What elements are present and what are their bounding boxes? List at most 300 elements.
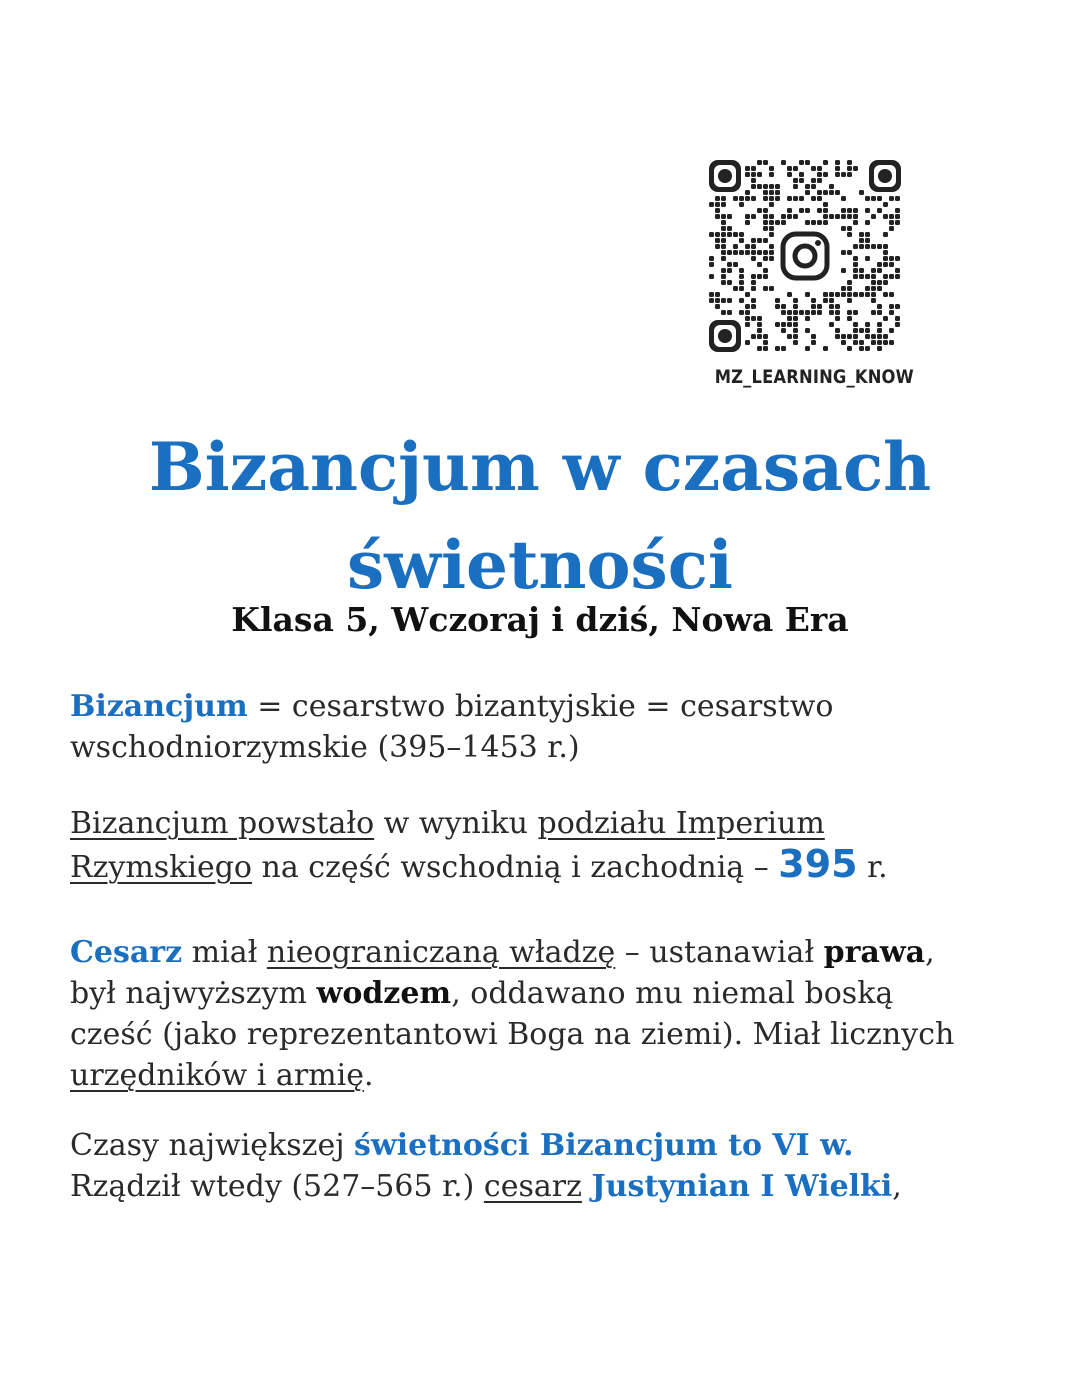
qr-module bbox=[769, 232, 774, 237]
qr-module bbox=[853, 208, 858, 213]
qr-module bbox=[841, 250, 846, 255]
qr-module bbox=[883, 232, 888, 237]
qr-module bbox=[745, 244, 750, 249]
qr-module bbox=[793, 310, 798, 315]
text: , bbox=[925, 935, 935, 970]
qr-module bbox=[823, 190, 828, 195]
qr-finder-bottom-left-icon bbox=[709, 320, 741, 352]
qr-module bbox=[733, 232, 738, 237]
qr-module bbox=[853, 340, 858, 345]
qr-module bbox=[859, 238, 864, 243]
qr-module bbox=[841, 286, 846, 291]
qr-module bbox=[757, 262, 762, 267]
qr-module bbox=[823, 346, 828, 351]
qr-module bbox=[853, 220, 858, 225]
qr-module bbox=[811, 310, 816, 315]
qr-module bbox=[751, 250, 756, 255]
qr-module bbox=[727, 214, 732, 219]
qr-module bbox=[805, 208, 810, 213]
qr-module bbox=[799, 196, 804, 201]
qr-module bbox=[727, 310, 732, 315]
qr-module bbox=[841, 172, 846, 177]
qr-module bbox=[883, 250, 888, 255]
qr-module bbox=[841, 334, 846, 339]
qr-module bbox=[865, 238, 870, 243]
qr-module bbox=[721, 256, 726, 261]
qr-module bbox=[859, 328, 864, 333]
qr-module bbox=[865, 274, 870, 279]
qr-module bbox=[721, 250, 726, 255]
qr-module bbox=[757, 184, 762, 189]
qr-module bbox=[769, 202, 774, 207]
qr-module bbox=[799, 310, 804, 315]
qr-module bbox=[715, 232, 720, 237]
qr-module bbox=[811, 184, 816, 189]
qr-module bbox=[889, 304, 894, 309]
qr-module bbox=[889, 310, 894, 315]
qr-module bbox=[811, 298, 816, 303]
qr-module bbox=[877, 196, 882, 201]
qr-module bbox=[889, 292, 894, 297]
qr-module bbox=[805, 310, 810, 315]
qr-module bbox=[745, 340, 750, 345]
qr-module bbox=[769, 286, 774, 291]
text: Rządził wtedy (527–565 r.) bbox=[70, 1169, 484, 1204]
qr-module bbox=[859, 346, 864, 351]
qr-module bbox=[751, 316, 756, 321]
qr-module bbox=[739, 310, 744, 315]
qr-module bbox=[823, 172, 828, 177]
qr-module bbox=[889, 226, 894, 231]
qr-module bbox=[787, 172, 792, 177]
underlined-text: Bizancjum powstało bbox=[70, 806, 375, 841]
qr-module bbox=[787, 208, 792, 213]
qr-module bbox=[853, 262, 858, 267]
qr-module bbox=[715, 304, 720, 309]
qr-module bbox=[757, 208, 762, 213]
qr-module bbox=[721, 280, 726, 285]
qr-module bbox=[829, 184, 834, 189]
page-subtitle: Klasa 5, Wczoraj i dziś, Nowa Era bbox=[231, 600, 849, 639]
underlined-text: Rzymskiego bbox=[70, 850, 252, 885]
qr-module bbox=[787, 292, 792, 297]
qr-module bbox=[835, 166, 840, 171]
qr-module bbox=[769, 250, 774, 255]
qr-module bbox=[895, 214, 900, 219]
qr-module bbox=[763, 190, 768, 195]
qr-module bbox=[727, 250, 732, 255]
qr-module bbox=[823, 220, 828, 225]
qr-module bbox=[823, 214, 828, 219]
qr-module bbox=[757, 334, 762, 339]
qr-module bbox=[895, 208, 900, 213]
qr-module bbox=[721, 232, 726, 237]
qr-module bbox=[877, 340, 882, 345]
qr-module bbox=[883, 244, 888, 249]
qr-module bbox=[733, 250, 738, 255]
bold-text: wodzem bbox=[316, 976, 452, 1011]
text: Czasy największej bbox=[70, 1128, 355, 1163]
qr-module bbox=[745, 166, 750, 171]
qr-module bbox=[853, 166, 858, 171]
qr-module bbox=[751, 238, 756, 243]
qr-module bbox=[775, 196, 780, 201]
text: cześć (jako reprezentantowi Boga na ziemi). Miał licznych bbox=[70, 1017, 955, 1052]
qr-module bbox=[871, 310, 876, 315]
text: miał bbox=[182, 935, 267, 970]
qr-module bbox=[853, 328, 858, 333]
qr-module bbox=[883, 214, 888, 219]
qr-module bbox=[871, 280, 876, 285]
qr-module bbox=[823, 160, 828, 165]
qr-module bbox=[709, 298, 714, 303]
qr-module bbox=[823, 292, 828, 297]
qr-module bbox=[889, 262, 894, 267]
qr-module bbox=[817, 166, 822, 171]
qr-module bbox=[757, 322, 762, 327]
qr-module bbox=[721, 268, 726, 273]
qr-module bbox=[877, 334, 882, 339]
qr-module bbox=[799, 172, 804, 177]
qr-module bbox=[757, 172, 762, 177]
qr-module bbox=[787, 334, 792, 339]
qr-module bbox=[721, 238, 726, 243]
qr-module bbox=[739, 268, 744, 273]
qr-module bbox=[757, 160, 762, 165]
qr-module bbox=[727, 280, 732, 285]
qr-module bbox=[865, 232, 870, 237]
qr-module bbox=[835, 160, 840, 165]
text: = cesarstwo bizantyjskie = cesarstwo bbox=[247, 689, 834, 724]
qr-module bbox=[847, 160, 852, 165]
qr-module bbox=[865, 244, 870, 249]
qr-module bbox=[877, 328, 882, 333]
qr-module bbox=[841, 214, 846, 219]
qr-module bbox=[793, 298, 798, 303]
qr-module bbox=[835, 304, 840, 309]
qr-module bbox=[745, 310, 750, 315]
paragraph-golden-age bbox=[70, 1125, 1015, 1207]
qr-module bbox=[751, 256, 756, 261]
qr-module bbox=[787, 322, 792, 327]
qr-module bbox=[895, 256, 900, 261]
qr-module bbox=[883, 334, 888, 339]
qr-module bbox=[865, 322, 870, 327]
qr-module bbox=[721, 226, 726, 231]
qr-module bbox=[871, 298, 876, 303]
qr-module bbox=[757, 274, 762, 279]
qr-module bbox=[805, 220, 810, 225]
qr-module bbox=[775, 184, 780, 189]
qr-module bbox=[769, 190, 774, 195]
qr-module bbox=[817, 208, 822, 213]
underlined-text: cesarz bbox=[483, 1169, 582, 1204]
qr-module bbox=[865, 208, 870, 213]
qr-module bbox=[865, 256, 870, 261]
qr-module bbox=[847, 280, 852, 285]
qr-module bbox=[745, 304, 750, 309]
qr-module bbox=[853, 292, 858, 297]
qr-module bbox=[853, 256, 858, 261]
qr-module bbox=[751, 274, 756, 279]
qr-module bbox=[793, 196, 798, 201]
qr-module bbox=[817, 220, 822, 225]
qr-module bbox=[811, 304, 816, 309]
qr-module bbox=[793, 316, 798, 321]
qr-module bbox=[865, 220, 870, 225]
year-highlight: 395 bbox=[778, 842, 858, 886]
qr-module bbox=[751, 304, 756, 309]
qr-module bbox=[709, 274, 714, 279]
qr-module bbox=[751, 280, 756, 285]
text: , oddawano mu niemal boską bbox=[451, 976, 894, 1011]
qr-module bbox=[883, 340, 888, 345]
qr-module bbox=[823, 298, 828, 303]
qr-module bbox=[883, 262, 888, 267]
qr-module bbox=[805, 316, 810, 321]
underlined-text: urzędników i armię bbox=[70, 1058, 364, 1093]
qr-module bbox=[745, 172, 750, 177]
qr-module bbox=[751, 214, 756, 219]
qr-module bbox=[763, 208, 768, 213]
qr-module bbox=[709, 256, 714, 261]
qr-module bbox=[763, 274, 768, 279]
qr-module bbox=[811, 340, 816, 345]
qr-module bbox=[745, 250, 750, 255]
qr-module bbox=[841, 292, 846, 297]
qr-module bbox=[847, 250, 852, 255]
qr-module bbox=[763, 256, 768, 261]
qr-module bbox=[805, 328, 810, 333]
qr-module bbox=[805, 160, 810, 165]
qr-module bbox=[877, 286, 882, 291]
qr-module bbox=[895, 316, 900, 321]
qr-module bbox=[769, 166, 774, 171]
qr-module bbox=[781, 304, 786, 309]
qr-module bbox=[775, 298, 780, 303]
qr-module bbox=[721, 196, 726, 201]
qr-module bbox=[709, 292, 714, 297]
qr-module bbox=[787, 310, 792, 315]
qr-module bbox=[865, 334, 870, 339]
qr-module bbox=[799, 208, 804, 213]
text: , bbox=[892, 1169, 902, 1204]
qr-module bbox=[871, 340, 876, 345]
qr-module bbox=[721, 220, 726, 225]
qr-module bbox=[817, 310, 822, 315]
qr-module bbox=[847, 346, 852, 351]
qr-module bbox=[769, 214, 774, 219]
qr-module bbox=[793, 328, 798, 333]
qr-module bbox=[835, 328, 840, 333]
qr-module bbox=[871, 214, 876, 219]
qr-module bbox=[757, 328, 762, 333]
qr-module bbox=[853, 334, 858, 339]
qr-module bbox=[817, 196, 822, 201]
qr-module bbox=[895, 274, 900, 279]
qr-module bbox=[715, 196, 720, 201]
instagram-qr-block bbox=[700, 158, 914, 388]
qr-module bbox=[727, 232, 732, 237]
paragraph-emperor bbox=[70, 932, 1015, 1096]
qr-module bbox=[745, 220, 750, 225]
qr-finder-top-left-icon bbox=[709, 160, 741, 192]
qr-module bbox=[721, 214, 726, 219]
qr-module bbox=[817, 172, 822, 177]
qr-module bbox=[745, 190, 750, 195]
term-bizancjum: Bizancjum bbox=[70, 689, 248, 724]
qr-module bbox=[775, 304, 780, 309]
title-line-1: Bizancjum w czasach bbox=[148, 428, 932, 506]
qr-module bbox=[823, 208, 828, 213]
qr-module bbox=[859, 340, 864, 345]
qr-module bbox=[853, 244, 858, 249]
qr-module bbox=[751, 298, 756, 303]
instagram-handle: MZ_LEARNING_KNOW bbox=[714, 366, 914, 388]
qr-module bbox=[823, 202, 828, 207]
qr-module bbox=[775, 220, 780, 225]
qr-module bbox=[709, 262, 714, 267]
qr-module bbox=[793, 178, 798, 183]
qr-module bbox=[877, 310, 882, 315]
qr-module bbox=[763, 340, 768, 345]
qr-module bbox=[793, 340, 798, 345]
qr-finder-top-right-icon bbox=[869, 160, 901, 192]
qr-module bbox=[721, 244, 726, 249]
qr-module bbox=[787, 166, 792, 171]
qr-module bbox=[715, 238, 720, 243]
qr-module bbox=[775, 322, 780, 327]
text: wschodniorzymskie (395–1453 r.) bbox=[70, 730, 580, 765]
qr-module bbox=[739, 286, 744, 291]
qr-module bbox=[763, 184, 768, 189]
qr-module bbox=[757, 238, 762, 243]
qr-module bbox=[763, 160, 768, 165]
qr-module bbox=[847, 298, 852, 303]
qr-module bbox=[859, 292, 864, 297]
qr-module bbox=[871, 292, 876, 297]
qr-module bbox=[835, 214, 840, 219]
qr-module bbox=[835, 172, 840, 177]
qr-module bbox=[811, 334, 816, 339]
qr-module bbox=[745, 292, 750, 297]
qr-module bbox=[793, 214, 798, 219]
paragraph-definition bbox=[70, 686, 1015, 768]
qr-module bbox=[889, 220, 894, 225]
qr-module bbox=[721, 298, 726, 303]
qr-module bbox=[769, 172, 774, 177]
qr-module bbox=[781, 322, 786, 327]
text: był najwyższym bbox=[70, 976, 317, 1011]
qr-module bbox=[769, 184, 774, 189]
qr-module bbox=[781, 220, 786, 225]
qr-module bbox=[829, 190, 834, 195]
qr-module bbox=[781, 310, 786, 315]
qr-module bbox=[829, 292, 834, 297]
qr-module bbox=[745, 196, 750, 201]
qr-module bbox=[733, 262, 738, 267]
qr-module bbox=[841, 208, 846, 213]
qr-module bbox=[763, 214, 768, 219]
underlined-text: nieograniczaną władzę bbox=[266, 935, 616, 970]
qr-module bbox=[883, 274, 888, 279]
qr-module bbox=[847, 214, 852, 219]
qr-module bbox=[859, 190, 864, 195]
qr-module bbox=[739, 238, 744, 243]
instagram-qr-code-icon bbox=[707, 158, 903, 354]
qr-module bbox=[871, 274, 876, 279]
qr-module bbox=[859, 274, 864, 279]
qr-module bbox=[769, 226, 774, 231]
qr-module bbox=[853, 268, 858, 273]
qr-module bbox=[751, 286, 756, 291]
text: – ustanawiał bbox=[615, 935, 824, 970]
qr-module bbox=[739, 298, 744, 303]
qr-module bbox=[853, 214, 858, 219]
qr-module bbox=[889, 214, 894, 219]
qr-module bbox=[793, 166, 798, 171]
qr-module bbox=[829, 214, 834, 219]
qr-module bbox=[715, 214, 720, 219]
qr-module bbox=[787, 316, 792, 321]
qr-module bbox=[871, 196, 876, 201]
qr-module bbox=[721, 202, 726, 207]
qr-module bbox=[895, 304, 900, 309]
underlined-text: podziału Imperium bbox=[537, 806, 825, 841]
qr-module bbox=[739, 280, 744, 285]
qr-module bbox=[751, 334, 756, 339]
qr-module bbox=[895, 322, 900, 327]
qr-module bbox=[877, 280, 882, 285]
qr-module bbox=[889, 274, 894, 279]
qr-module bbox=[745, 322, 750, 327]
paragraph-origin bbox=[70, 803, 1015, 888]
qr-module bbox=[805, 292, 810, 297]
page-title bbox=[0, 418, 1080, 614]
qr-module bbox=[841, 196, 846, 201]
qr-module bbox=[847, 172, 852, 177]
qr-module bbox=[757, 250, 762, 255]
qr-module bbox=[865, 328, 870, 333]
qr-module bbox=[739, 274, 744, 279]
instagram-logo-icon bbox=[777, 228, 833, 284]
qr-module bbox=[847, 166, 852, 171]
qr-module bbox=[871, 334, 876, 339]
qr-module bbox=[781, 214, 786, 219]
qr-module bbox=[847, 208, 852, 213]
qr-module bbox=[805, 346, 810, 351]
qr-module bbox=[877, 268, 882, 273]
qr-module bbox=[841, 268, 846, 273]
bold-text: prawa bbox=[823, 935, 926, 970]
qr-module bbox=[805, 190, 810, 195]
qr-module bbox=[829, 304, 834, 309]
qr-module bbox=[841, 340, 846, 345]
text: na część wschodnią i zachodnią – bbox=[251, 850, 779, 885]
qr-module bbox=[895, 196, 900, 201]
qr-module bbox=[817, 304, 822, 309]
qr-module bbox=[883, 280, 888, 285]
qr-module bbox=[835, 292, 840, 297]
qr-module bbox=[757, 346, 762, 351]
qr-module bbox=[847, 316, 852, 321]
qr-module bbox=[781, 328, 786, 333]
qr-module bbox=[865, 346, 870, 351]
qr-module bbox=[835, 310, 840, 315]
qr-module bbox=[763, 268, 768, 273]
qr-module bbox=[853, 310, 858, 315]
qr-module bbox=[877, 304, 882, 309]
